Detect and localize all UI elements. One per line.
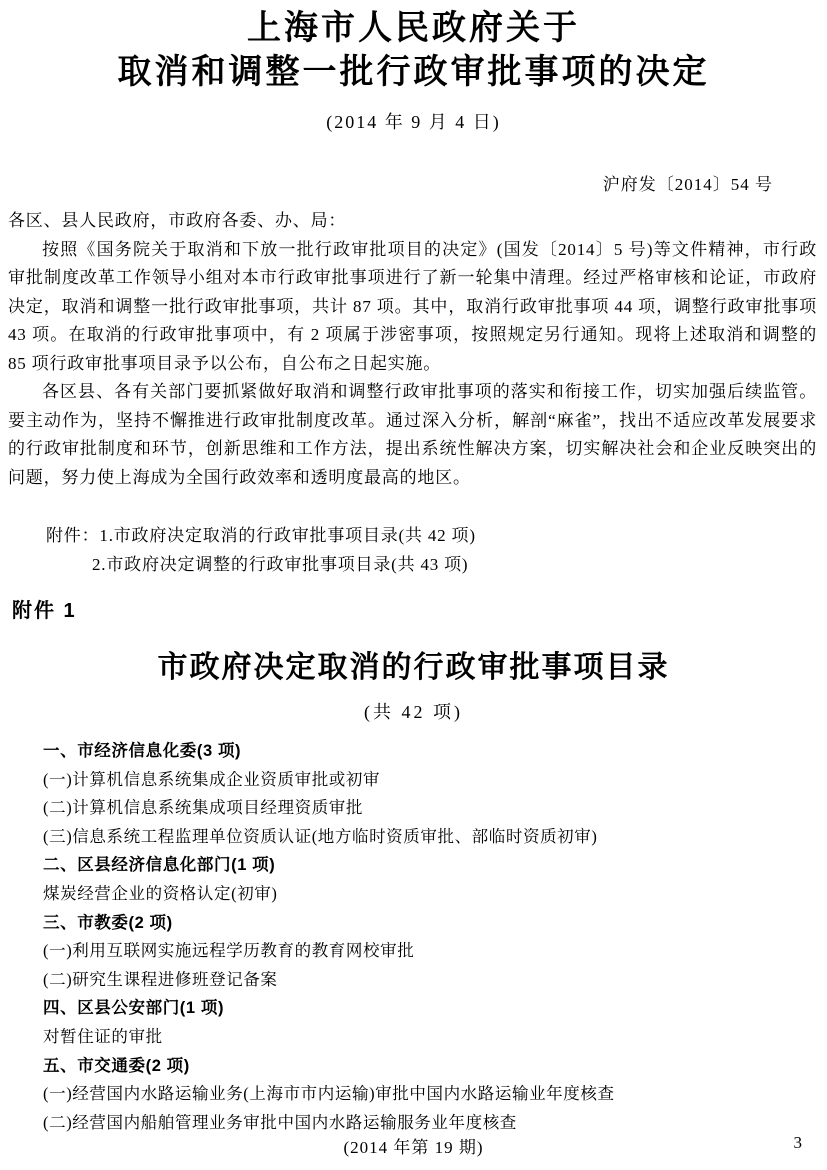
attachments-label: 附件：: [46, 526, 100, 545]
page-footer: [0, 1133, 827, 1159]
annex-1-title: 市政府决定取消的行政审批事项目录: [157, 651, 670, 684]
annex-entry: (二)经营国内船舶管理业务审批中国内水路运输服务业年度核查: [43, 1112, 517, 1132]
attachment-item-2: 2.市政府决定调整的行政审批事项目录(共 43 项): [92, 554, 469, 574]
annex-entry: 一、市经济信息化委(3 项): [43, 742, 242, 760]
document-title-line1: 上海市人民政府关于: [247, 10, 580, 47]
annex-entry: (二)研究生课程进修班登记备案: [43, 969, 278, 989]
document-number: 沪府发〔2014〕54 号: [602, 175, 773, 194]
annex-entry: 三、市教委(2 项): [43, 913, 173, 932]
annex-entry: (二)计算机信息系统集成项目经理资质审批: [43, 798, 363, 818]
document-title-line2: 取消和调整一批行政审批事项的决定: [117, 54, 710, 91]
attachments-block: [0, 492, 827, 579]
salutation: 各区、县人民政府，市政府各委、办、局：: [8, 211, 347, 230]
body-paragraph-1: 按照《国务院关于取消和下放一批行政审批项目的决定》(国发〔2014〕5 号)等文件精神，市行政审批制度改革工作领导小组对本市行政审批事项进行了新一轮集中清理。经过严格审核和论证，市政府决定，取消和调整一批行政审批事项，共计 87 项。其中，取消行政审批事项 44 项，调整行政审批事项 43 项。在取消的行政审批事项中，有 2 项属于涉密事项，按照规定另行通知。现将上述取消和调整的 85 项行政审批事项目录予以公布，自公布之日起实施。: [8, 239, 817, 373]
page-number: 3: [793, 1133, 802, 1152]
annex-1-label: 附件 1: [12, 600, 77, 622]
annex-entry: (一)利用互联网实施远程学历教育的教育网校审批: [43, 941, 415, 961]
annex-entry: 对暂住证的审批: [43, 1026, 163, 1046]
attachment-line-1: [0, 522, 827, 551]
attachment-item-1: 1.市政府决定取消的行政审批事项目录(共 42 项): [99, 526, 476, 545]
annex-entry: 五、市交通委(2 项): [43, 1056, 190, 1075]
issue-label: (2014 年第 19 期): [343, 1138, 484, 1157]
annex-1-entries: [0, 725, 827, 1137]
annex-entry: (三)信息系统工程监理单位资质认证(地方临时资质审批、部临时资质初审): [43, 826, 598, 846]
annex-entry: 煤炭经营企业的资格认定(初审): [43, 883, 278, 903]
document-date: (2014 年 9 月 4 日): [326, 112, 501, 132]
annex-entry: (一)计算机信息系统集成企业资质审批或初审: [43, 769, 381, 789]
body-paragraph-2: 各区县、各有关部门要抓紧做好取消和调整行政审批事项的落实和衔接工作，切实加强后续监管。要主动作为，坚持不懈推进行政审批制度改革。通过深入分析，解剖“麻雀”，找出不适应改革发展要求的行政审批制度和环节，创新思维和工作方法，提出系统性解决方案，切实解决社会和企业反映突出的问题，努力使上海成为全国行政效率和透明度最高的地区。: [8, 382, 817, 487]
annex-1-subtitle: (共 42 项): [364, 702, 463, 722]
document-body: [0, 195, 827, 492]
annex-entry: 四、区县公安部门(1 项): [43, 999, 225, 1018]
annex-entry: (一)经营国内水路运输业务(上海市市内运输)审批中国内水路运输业年度核查: [43, 1084, 615, 1104]
annex-entry: 二、区县经济信息化部门(1 项): [43, 856, 276, 875]
